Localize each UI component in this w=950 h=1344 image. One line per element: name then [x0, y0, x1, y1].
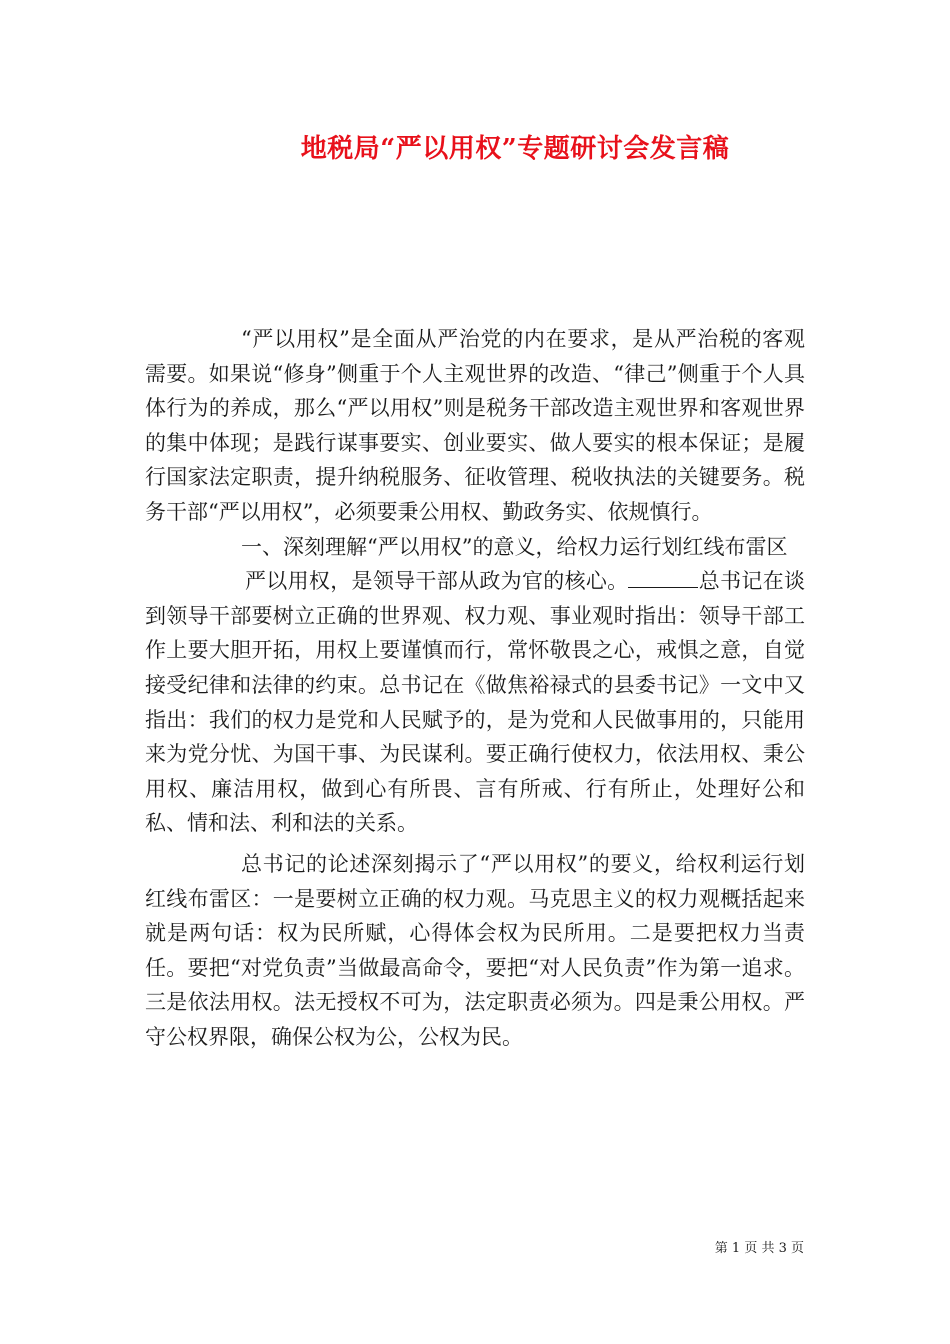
document-title: 地税局“严以用权”专题研讨会发言稿	[300, 134, 730, 164]
redacted-blank	[628, 569, 698, 588]
paragraph-core-start: 严以用权，是领导干部从政为官的核心。	[245, 569, 629, 594]
paragraph-core-rest: 总书记在谈到领导干部要树立正确的世界观、权力观、事业观时指出：领导干部工作上要大胆开拓，用权上要谨慎而行，常怀敬畏之心，戒惧之意，自觉接受纪律和法律的约束。总书记在《做焦裕禄式的县委书记》一文中又指出：我们的权力是党和人民赋予的，是为党和人民做事用的，只能用来为党分忧、为国干事、为民谋利。要正确行使权力，依法用权、秉公用权、廉洁用权，做到心有所畏、言有所戒、行有所止，处理好公和私、情和法、利和法的关系。	[145, 569, 806, 836]
document-body	[145, 322, 805, 1054]
section-heading-1: 一、深刻理解“严以用权”的意义，给权力运行划红线布雷区	[241, 534, 788, 559]
paragraph-intro: “严以用权”是全面从严治党的内在要求，是从严治税的客观需要。如果说“修身”侧重于个人主观世界的改造、“律己”侧重于个人具体行为的养成，那么“严以用权”则是税务干部改造主观世界和客观世界的集中体现；是践行谋事要实、创业要实、做人要实的根本保证；是履行国家法定职责，提升纳税服务、征收管理、税收执法的关键要务。税务干部“严以用权”，必须要秉公用权、勤政务实、依规慎行。	[145, 327, 805, 524]
paragraph-summary: 总书记的论述深刻揭示了“严以用权”的要义，给权利运行划红线布雷区：一是要树立正确的权力观。马克思主义的权力观概括起来就是两句话：权为民所赋，心得体会权为民所用。二是要把权力当责任。要把“对党负责”当做最高命令，要把“对人民负责”作为第一追求。三是依法用权。法无授权不可为，法定职责必须为。四是秉公用权。严守公权界限，确保公权为公，公权为民。	[145, 851, 805, 1049]
page-number-footer: 第 1 页 共 3 页	[714, 1241, 804, 1256]
paragraph-core	[145, 564, 805, 841]
